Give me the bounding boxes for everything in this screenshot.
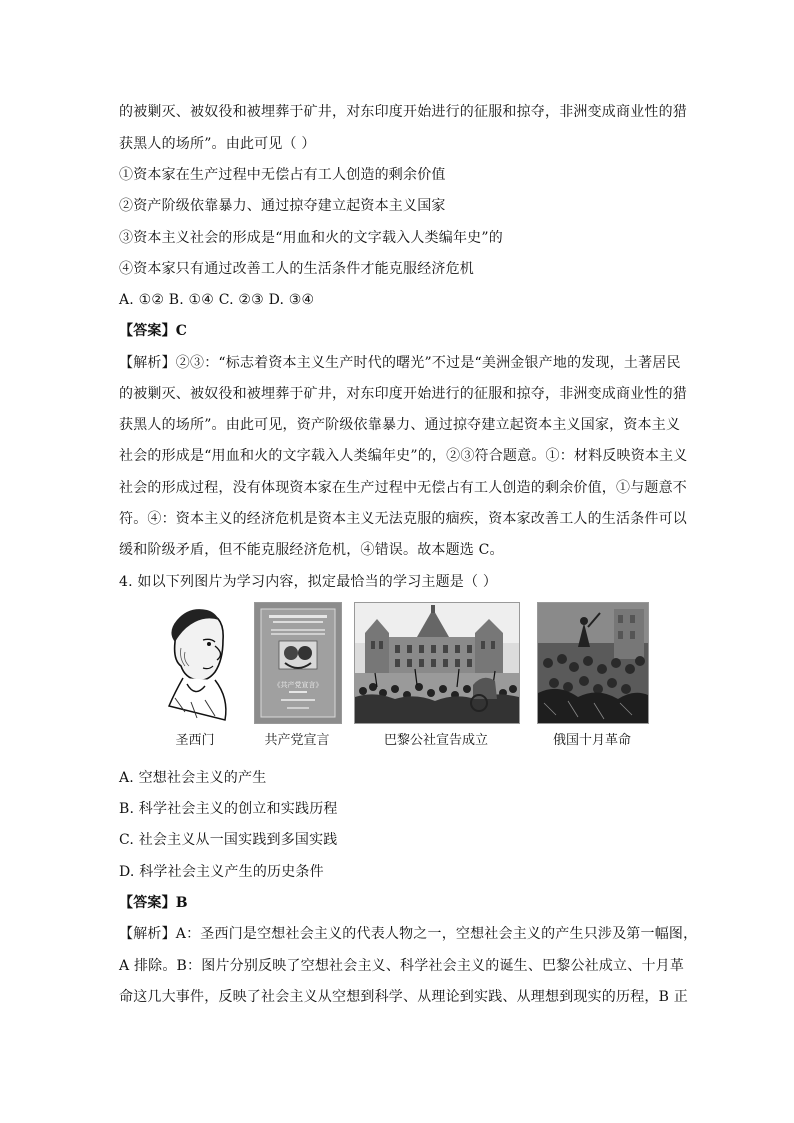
cover-title: 《共产党宣言》 [273,681,323,689]
analysis-line: 符。④：资本主义的经济危机是资本主义无法克服的痼疾，资本家改善工人的生活条件可以 [119,511,687,527]
portrait-engraving-icon [145,602,245,722]
analysis-line: 社会的形成过程，没有体现资本家在生产过程中无偿占有工人创造的剩余价值，①与题意不 [119,480,687,496]
option-line: ①资本家在生产过程中无偿占有工人创造的剩余价值 [119,167,446,183]
analysis-line: 【解析】A：圣西门是空想社会主义的代表人物之一，空想社会主义的产生只涉及第一幅图， [119,926,698,942]
question-stem: 4. 如以下列图片为学习内容，拟定最恰当的学习主题是（ ） [119,574,498,590]
city-hall-crowd-icon [355,603,519,723]
choices-line: A. ①② B. ①④ C. ②③ D. ③④ [119,292,315,308]
analysis-line: 的被剿灭、被奴役和被埋葬于矿井，对东印度开始进行的征服和掠夺，非洲变成商业性的猎 [119,386,687,402]
book-cover-icon [255,603,341,723]
october-revolution-image [537,602,649,724]
book-cover-image [254,602,342,724]
option-line: D. 科学社会主义产生的历史条件 [119,864,324,880]
image-caption: 圣西门 [175,733,215,748]
analysis-line: 命这几大事件，反映了社会主义从空想到科学、从理论到实践、从理想到现实的历程，B 正 [119,989,688,1005]
paris-commune-image [354,602,520,724]
answer-label: 【答案】C [119,323,188,339]
option-line: A. 空想社会主义的产生 [119,770,267,786]
revolution-crowd-icon [538,603,648,723]
image-caption: 巴黎公社宣告成立 [383,733,488,748]
option-line: B. 科学社会主义的创立和实践历程 [119,801,338,817]
option-line: ③资本主义社会的形成是“用血和火的文字载入人类编年史”的 [119,230,503,246]
option-line: ②资产阶级依靠暴力、通过掠夺建立起资本主义国家 [119,198,446,214]
text-line: 的被剿灭、被奴役和被埋葬于矿井，对东印度开始进行的征服和掠夺，非洲变成商业性的猎 [119,104,687,120]
answer-label: 【答案】B [119,895,188,911]
image-caption: 俄国十月革命 [552,733,631,748]
image-caption: 共产党宣言 [264,733,330,748]
analysis-line: A 排除。B：图片分别反映了空想社会主义、科学社会主义的诞生、巴黎公社成立、十月革 [119,958,685,974]
analysis-line: 缓和阶级矛盾，但不能克服经济危机，④错误。故本题选 C。 [119,542,504,558]
option-line: ④资本家只有通过改善工人的生活条件才能克服经济危机 [119,261,474,277]
portrait-image [145,602,245,722]
analysis-line: 【解析】②③：“标志着资本主义生产时代的曙光”不过是“美洲金银产地的发现，土著居民 [119,355,681,371]
text-line: 获黑人的场所”。由此可见（ ） [119,136,316,152]
option-line: C. 社会主义从一国实践到多国实践 [119,832,338,848]
analysis-line: 获黑人的场所”。由此可见，资产阶级依靠暴力、通过掠夺建立起资本主义国家，资本主义 [119,417,681,433]
analysis-line: 社会的形成是“用血和火的文字载入人类编年史”的，②③符合题意。①：材料反映资本主义 [119,448,688,464]
